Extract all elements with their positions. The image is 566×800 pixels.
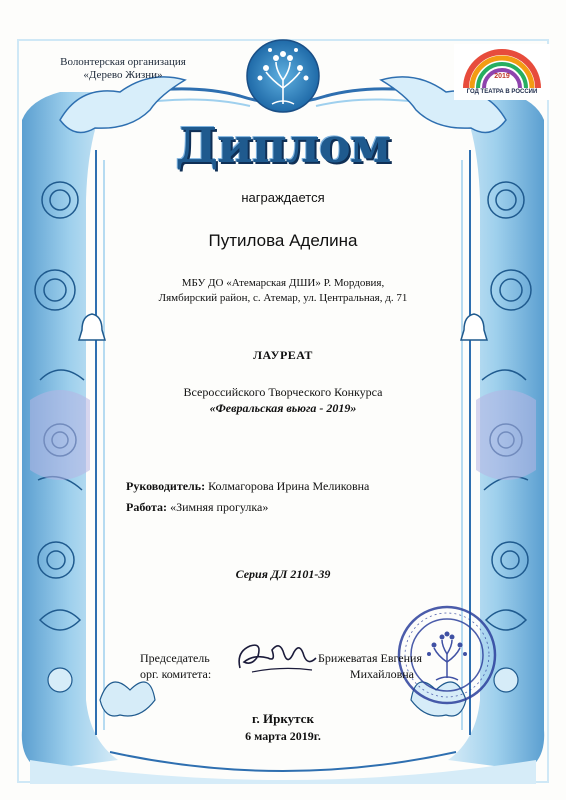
supervisor-name: Колмагорова Ирина Меликовна xyxy=(208,479,370,493)
institution-line1: МБУ ДО «Атемарская ДШИ» Р. Мордовия, xyxy=(181,277,385,289)
diploma-title: Диплом xyxy=(175,118,391,174)
work-name: «Зимняя прогулка» xyxy=(170,500,269,514)
work-row xyxy=(126,500,268,515)
institution-line2: Лямбирский район, с. Атемар, ул. Центральная, д. 71 xyxy=(158,292,408,304)
chair-label-line2: орг. комитета: xyxy=(140,667,212,681)
theatre-caption: ГОД ТЕАТРА В РОССИИ xyxy=(466,89,538,95)
chair-label-line1: Председатель xyxy=(140,651,210,665)
signatory-name-line2: Михайловна xyxy=(349,667,414,681)
organizer-name xyxy=(58,56,188,82)
tree-of-life-emblem xyxy=(247,40,319,112)
theatre-year: 2019 xyxy=(494,73,510,80)
contest-description: Всероссийского Творческого Конкурса xyxy=(183,385,383,399)
awarded-text: награждается xyxy=(241,190,325,205)
issue-city: г. Иркутск xyxy=(252,711,314,726)
supervisor-row xyxy=(126,479,369,494)
signature xyxy=(232,632,322,680)
work-label: Работа: xyxy=(126,500,168,514)
organizer-line2: «Дерево Жизни» xyxy=(83,69,163,81)
supervisor-label: Руководитель: xyxy=(126,479,206,493)
issue-date: 6 марта 2019г. xyxy=(245,729,321,743)
series-number: Серия ДЛ 2101-39 xyxy=(235,567,331,581)
recipient-name: Путилова Аделина xyxy=(208,231,358,250)
award-status: ЛАУРЕАТ xyxy=(253,348,313,362)
contest-name: «Февральская вьюга - 2019» xyxy=(209,401,357,415)
signatory-name-line1: Брижеватая Евгения xyxy=(318,651,422,665)
bell-icon xyxy=(79,314,487,340)
organizer-line1: Волонтерская организация xyxy=(60,56,186,68)
